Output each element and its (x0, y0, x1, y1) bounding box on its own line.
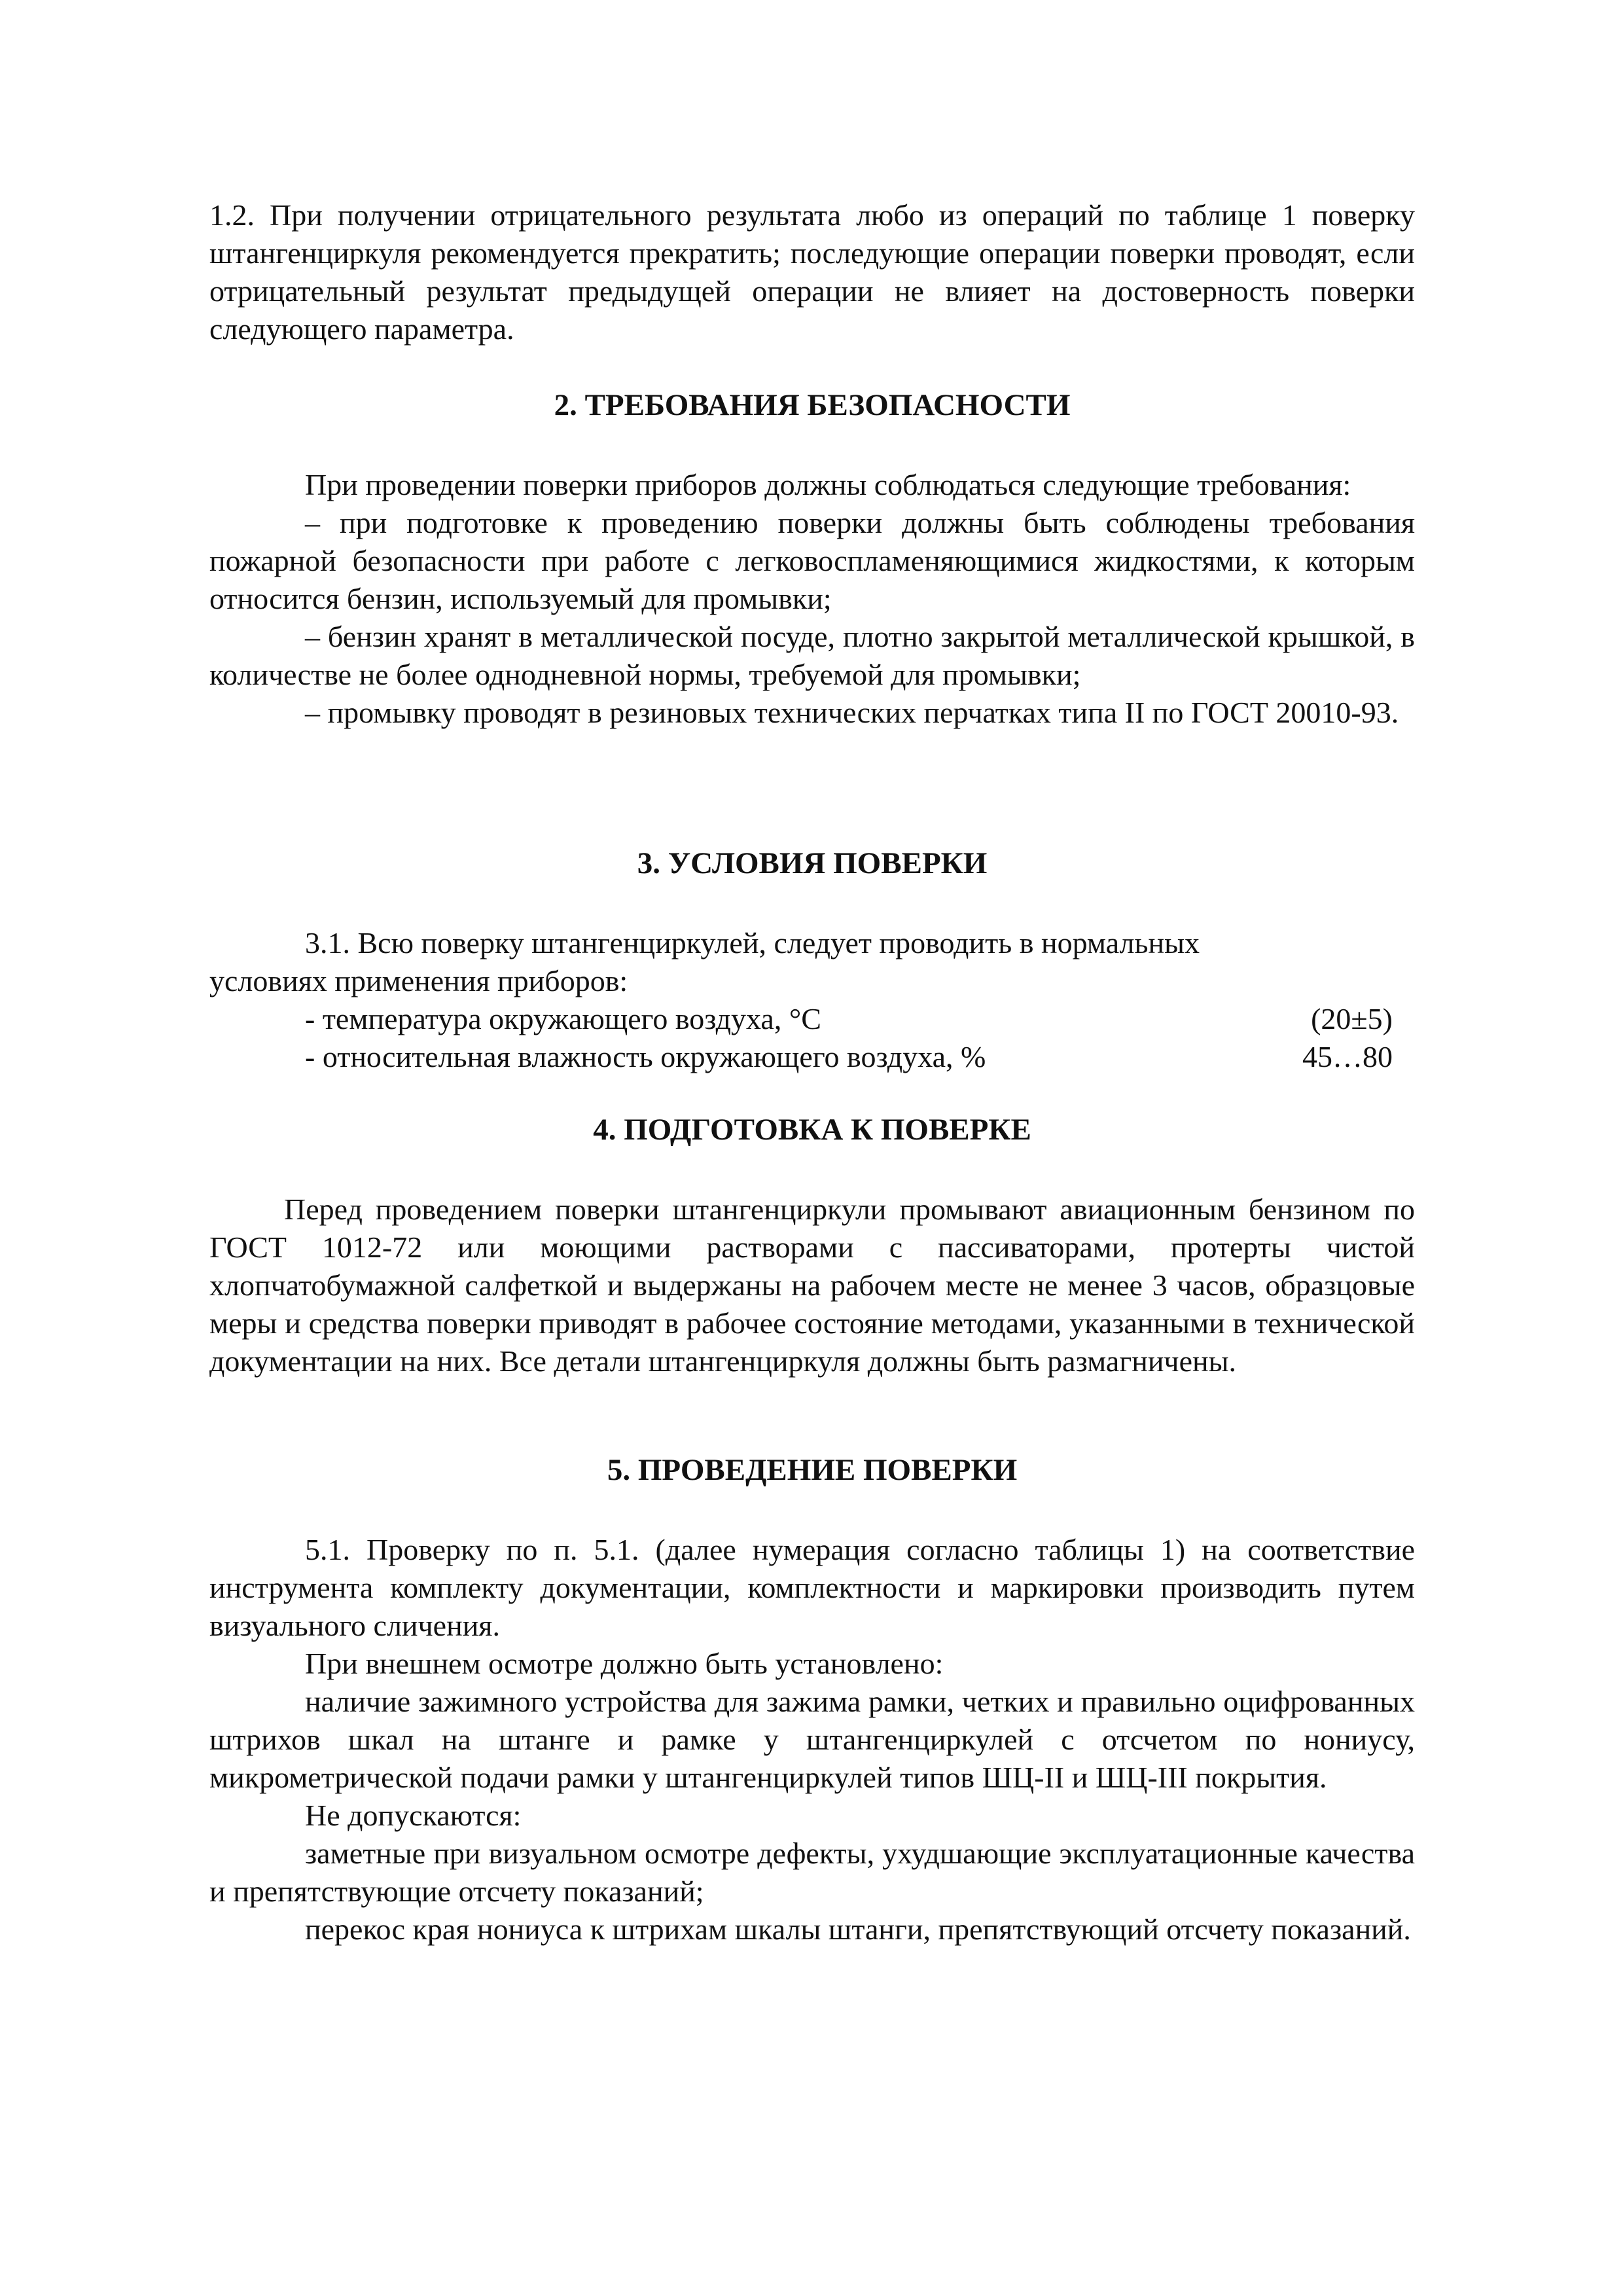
inspection-requirements: наличие зажимного устройства для зажима рамки, четких и правильно оцифрованных штрихов шкал на штанге и рамке у штангенциркулей с отсчетом по нониусу, микрометрической подачи рамки у штангенциркулей типов ШЦ-II и ШЦ-III покрытия. (209, 1685, 1415, 1794)
inspection-intro: При внешнем осмотре должно быть установлено: (305, 1647, 944, 1680)
section-3-heading: 3. УСЛОВИЯ ПОВЕРКИ (637, 846, 988, 880)
section-3-conditions (209, 844, 1415, 1076)
safety-item-1: – при подготовке к проведению поверки должны быть соблюдены требования пожарной безопасности при работе с легковоспламеняющимися жидкостями, к которым относится бензин, используемый для промывки; (209, 506, 1415, 615)
not-allowed-item-1: заметные при визуальном осмотре дефекты, ухудшающие эксплуатационные качества и препятствующие отсчету показаний; (209, 1837, 1415, 1908)
section-2-safety (209, 386, 1415, 732)
condition-value: (20±5) (1311, 1002, 1393, 1035)
section-5-heading: 5. ПРОВЕДЕНИЕ ПОВЕРКИ (607, 1453, 1018, 1487)
paragraph-3-1-line-2: условиях применения приборов: (209, 964, 628, 997)
section-1-continuation (209, 196, 1415, 348)
not-allowed-item-2: перекос края нониуса к штрихам шкалы штанги, препятствующий отсчету показаний. (305, 1912, 1411, 1946)
condition-value: 45…80 (1302, 1040, 1393, 1073)
condition-label: - относительная влажность окружающего воздуха, % (305, 1040, 986, 1073)
not-allowed-intro: Не допускаются: (305, 1799, 522, 1832)
section-2-heading: 2. ТРЕБОВАНИЯ БЕЗОПАСНОСТИ (554, 388, 1071, 422)
safety-item-3: – промывку проводят в резиновых технических перчатках типа II по ГОСТ 20010-93. (305, 696, 1399, 729)
condition-label: - температура окружающего воздуха, °С (305, 1002, 821, 1035)
preparation-paragraph: Перед проведением поверки штангенциркули промывают авиационным бензином по ГОСТ 1012-72 или моющими растворами с пассиваторами, протерты чистой хлопчатобумажной салфеткой и выдержаны на рабочем месте не менее 3 часов, образцовые меры и средства поверки приводят в рабочее состояние методами, указанными в технической документации на них. Все детали штангенциркуля должны быть размагничены. (209, 1193, 1415, 1378)
paragraph-1-2: 1.2. При получении отрицательного результата любо из операций по таблице 1 поверку штангенциркуля рекомендуется прекратить; последующие операции поверки проводят, если отрицательный результат предыдущей операции не влияет на достоверность поверки следующего параметра. (209, 198, 1415, 346)
safety-item-2: – бензин хранят в металлической посуде, плотно закрытой металлической крышкой, в количестве не более однодневной нормы, требуемой для промывки; (209, 620, 1415, 691)
section-5-procedure (209, 1451, 1415, 1948)
condition-row (209, 1000, 1415, 1038)
paragraph-5-1: 5.1. Проверку по п. 5.1. (далее нумерация согласно таблицы 1) на соответствие инструмента комплекту документации, комплектности и маркировки производить путем визуального сличения. (209, 1533, 1415, 1642)
section-4-heading: 4. ПОДГОТОВКА К ПОВЕРКЕ (593, 1113, 1031, 1147)
condition-row (209, 1038, 1415, 1076)
section-4-preparation (209, 1111, 1415, 1380)
safety-intro: При проведении поверки приборов должны соблюдаться следующие требования: (305, 468, 1351, 501)
paragraph-3-1-line-1: 3.1. Всю поверку штангенциркулей, следует проводить в нормальных (305, 926, 1200, 960)
